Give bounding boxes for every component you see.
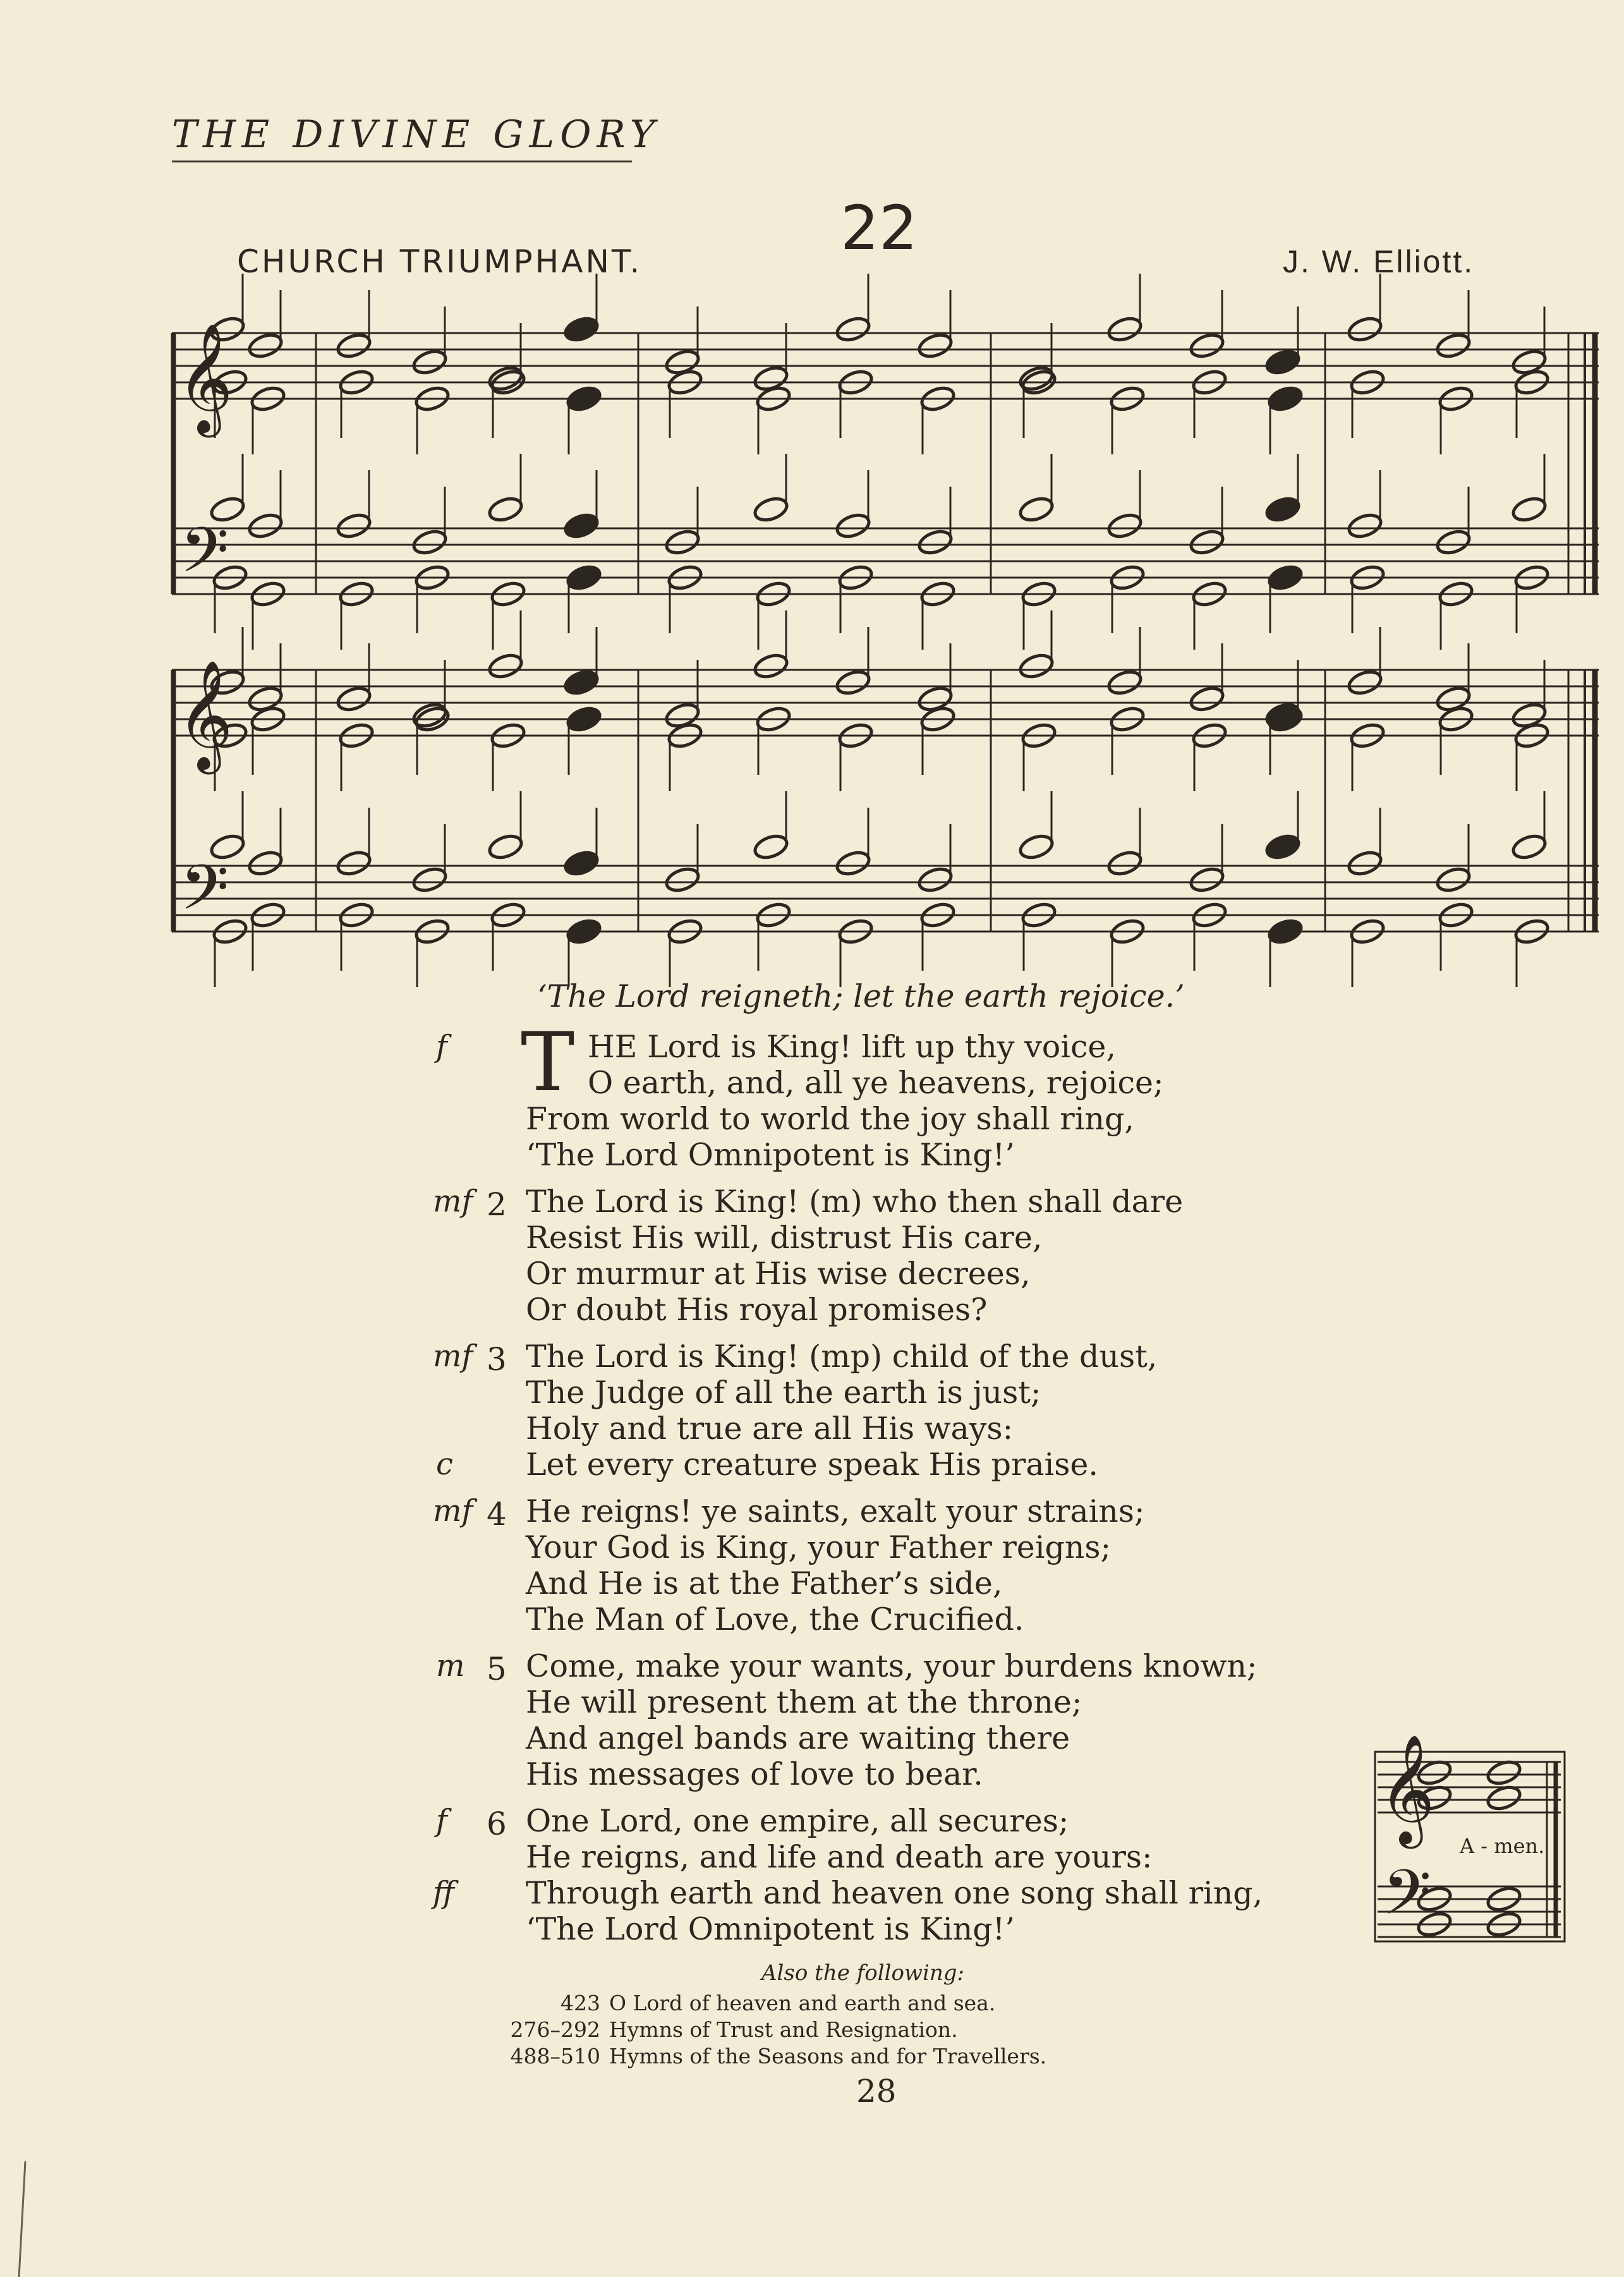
- note-head: [335, 511, 372, 540]
- running-head: THE DIVINE GLORY: [172, 112, 632, 162]
- note-head: [1434, 331, 1472, 360]
- verse-line: HE Lord is King! lift up thy voice,: [588, 1029, 1116, 1065]
- verse-line: Come, make your wants, your burdens known;: [526, 1648, 1257, 1684]
- verse-line: He will present them at the throne;: [526, 1684, 1082, 1720]
- epigraph: ‘The Lord reigneth; let the earth rejoice.’: [537, 978, 1185, 1014]
- verse-number: 5: [487, 1651, 507, 1687]
- verse-line: From world to world the joy shall ring,: [526, 1101, 1134, 1137]
- note-head: [565, 917, 602, 946]
- note-head: [487, 652, 524, 681]
- dynamic-marking: m: [436, 1648, 465, 1684]
- note-head: [664, 528, 701, 557]
- verse-line: O earth, and, all ye heavens, rejoice;: [588, 1065, 1164, 1101]
- verse-line: One Lord, one empire, all secures;: [526, 1803, 1069, 1839]
- dynamic-marking: mf: [433, 1339, 473, 1374]
- note-head: [1346, 849, 1383, 878]
- tune-name: CHURCH TRIUMPHANT.: [237, 243, 643, 280]
- verse-line: And He is at the Father’s side,: [526, 1565, 1003, 1601]
- verse-line: He reigns, and life and death are yours:: [526, 1839, 1153, 1875]
- bass-clef-icon: 𝄢: [1383, 1857, 1432, 1945]
- note-head: [565, 384, 602, 413]
- verse-line: The Judge of all the earth is just;: [526, 1375, 1041, 1411]
- note-head: [1188, 684, 1225, 713]
- verse-line: Through earth and heaven one song shall ring,: [526, 1875, 1263, 1911]
- note-head: [1510, 832, 1548, 861]
- page-number: 28: [856, 2073, 897, 2110]
- note-head: [565, 705, 602, 734]
- note-head: [209, 832, 246, 861]
- note-head: [1106, 849, 1143, 878]
- note-head: [834, 849, 871, 878]
- also-heading: Also the following:: [761, 1960, 965, 1986]
- note-head: [562, 511, 600, 540]
- also-ref: 423: [561, 1991, 600, 2015]
- verse-line: And angel bands are waiting there: [526, 1720, 1070, 1756]
- also-ref: 488–510: [510, 2044, 600, 2068]
- composer-name: J. W. Elliott.: [1283, 244, 1475, 279]
- note-head: [1188, 528, 1225, 557]
- note-head: [1266, 563, 1304, 592]
- treble-clef-icon: 𝄞: [177, 660, 233, 770]
- note-head: [1017, 652, 1055, 681]
- verse-line: Let every creature speak His praise.: [526, 1447, 1098, 1483]
- note-head: [335, 331, 372, 360]
- verse-line: ‘The Lord Omnipotent is King!’: [526, 1137, 1015, 1173]
- note-head: [246, 849, 284, 878]
- dynamic-marking: f: [436, 1029, 447, 1064]
- note-head: [1264, 495, 1301, 524]
- verse-line: Or murmur at His wise decrees,: [526, 1256, 1031, 1292]
- dynamic-marking: c: [436, 1447, 453, 1482]
- bass-clef-icon: 𝄢: [180, 852, 229, 940]
- note-head: [916, 331, 954, 360]
- note-head: [1264, 348, 1301, 377]
- also-title: Hymns of Trust and Resignation.: [609, 2017, 958, 2042]
- note-head: [834, 315, 871, 344]
- hymn-number: 22: [840, 193, 918, 264]
- drop-cap: T: [521, 1016, 575, 1110]
- verse-line: ‘The Lord Omnipotent is King!’: [526, 1911, 1015, 1947]
- note-head: [1106, 315, 1143, 344]
- note-head: [1434, 528, 1472, 557]
- note-head: [1266, 384, 1304, 413]
- amen-label: A - men.: [1460, 1834, 1545, 1858]
- verse-line: The Lord is King! (m) who then shall dare: [526, 1184, 1184, 1220]
- verse-line: Holy and true are all His ways:: [526, 1411, 1014, 1447]
- note-head: [1017, 495, 1055, 524]
- note-head: [1188, 865, 1225, 894]
- note-head: [565, 563, 602, 592]
- note-head: [834, 668, 871, 697]
- note-head: [916, 865, 954, 894]
- note-head: [562, 668, 600, 697]
- verse-number: 3: [487, 1341, 507, 1378]
- also-item: [506, 2044, 1046, 2068]
- dynamic-marking: f: [436, 1803, 447, 1838]
- verse-number: 4: [487, 1496, 507, 1533]
- note-head: [1346, 511, 1383, 540]
- note-head: [562, 315, 600, 344]
- verse-line: Resist His will, distrust His care,: [526, 1220, 1043, 1256]
- treble-clef-icon: 𝄞: [177, 323, 233, 433]
- note-head: [1188, 331, 1225, 360]
- note-head: [209, 495, 246, 524]
- note-head: [752, 652, 789, 681]
- verse-line: He reigns! ye saints, exalt your strains;: [526, 1493, 1145, 1529]
- note-head: [664, 865, 701, 894]
- note-head: [335, 849, 372, 878]
- note-head: [1266, 917, 1304, 946]
- margin-mark: [19, 2161, 25, 2277]
- note-head: [916, 528, 954, 557]
- note-head: [834, 511, 871, 540]
- also-item: [506, 2017, 958, 2042]
- note-head: [1264, 832, 1301, 861]
- note-head: [487, 832, 524, 861]
- treble-clef-icon: 𝄞: [1379, 1734, 1435, 1844]
- note-head: [1106, 668, 1143, 697]
- note-head: [411, 865, 448, 894]
- dynamic-marking: mf: [433, 1493, 473, 1529]
- note-head: [752, 832, 789, 861]
- note-head: [1346, 315, 1383, 344]
- note-head: [752, 495, 789, 524]
- verse-line: His messages of love to bear.: [526, 1756, 983, 1792]
- note-head: [1106, 511, 1143, 540]
- note-head: [411, 528, 448, 557]
- verse-number: 6: [487, 1806, 507, 1842]
- also-item: [506, 1991, 995, 2015]
- verse-number: 2: [487, 1186, 507, 1223]
- note-head: [246, 331, 284, 360]
- note-head: [562, 849, 600, 878]
- bass-clef-icon: 𝄢: [180, 514, 229, 602]
- verse-line: Or doubt His royal promises?: [526, 1292, 988, 1328]
- note-head: [246, 511, 284, 540]
- note-head: [411, 348, 448, 377]
- verse-line: Your God is King, your Father reigns;: [526, 1529, 1112, 1565]
- also-title: Hymns of the Seasons and for Travellers.: [609, 2044, 1047, 2068]
- dynamic-marking: ff: [433, 1875, 455, 1910]
- note-head: [335, 684, 372, 713]
- note-head: [1434, 865, 1472, 894]
- verse-line: The Lord is King! (mp) child of the dust,: [526, 1339, 1158, 1375]
- dynamic-marking: mf: [433, 1184, 473, 1219]
- also-ref: 276–292: [510, 2017, 600, 2042]
- verse-line: The Man of Love, the Crucified.: [526, 1601, 1024, 1637]
- note-head: [1346, 668, 1383, 697]
- note-head: [1510, 495, 1548, 524]
- note-head: [1017, 832, 1055, 861]
- note-head: [487, 495, 524, 524]
- also-title: O Lord of heaven and earth and sea.: [609, 1991, 996, 2015]
